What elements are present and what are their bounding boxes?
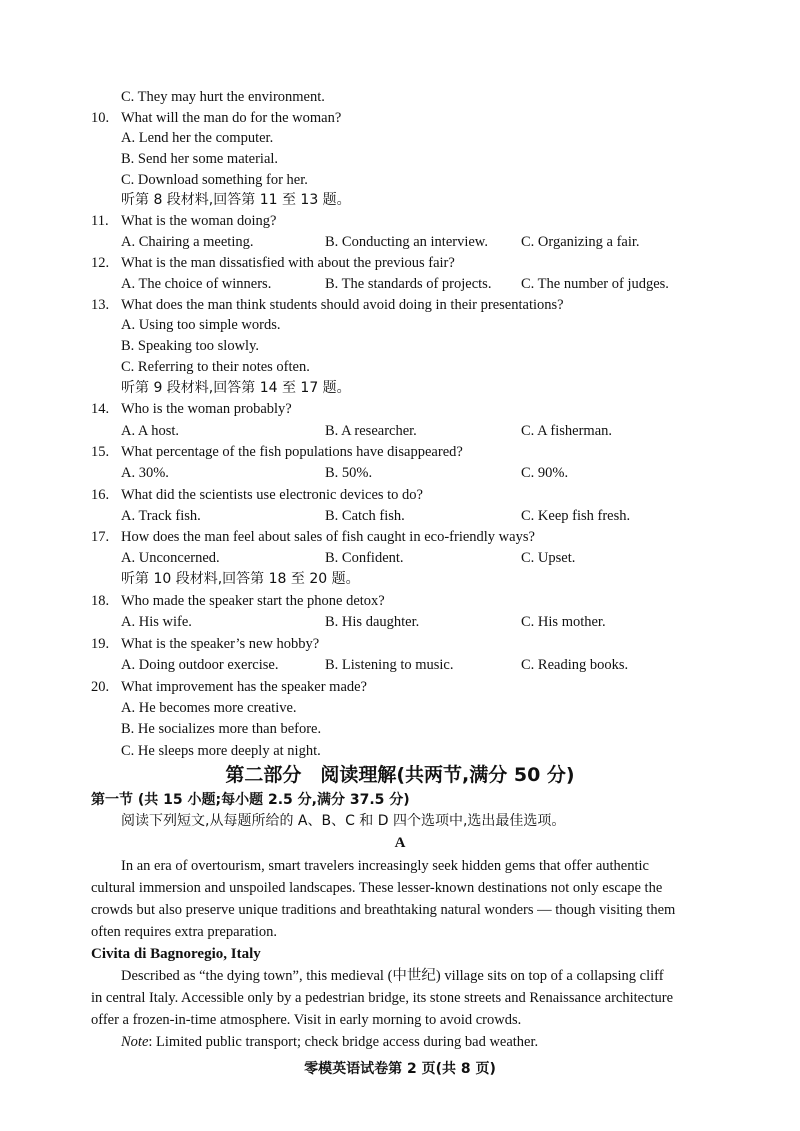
intro-line-3: crowds but also preserve unique traditions and breathtaking natural wonders — though visiting them: [91, 902, 676, 918]
q20-number: 20.: [91, 679, 110, 695]
q13-option-c: C. Referring to their notes often.: [121, 359, 310, 375]
q17-option-c: C. Upset.: [521, 550, 576, 566]
q10-option-b: B. Send her some material.: [121, 151, 279, 167]
q19-option-b: B. Listening to music.: [325, 657, 454, 673]
q14-option-b: B. A researcher.: [325, 423, 417, 439]
q11-text: What is the woman doing?: [121, 213, 277, 229]
q11-option-a: A. Chairing a meeting.: [121, 234, 254, 250]
q19-text: What is the speaker’s new hobby?: [121, 636, 320, 652]
intro-line-1: In an era of overtourism, smart travelers increasingly seek hidden gems that offer authentic: [121, 858, 649, 874]
q17-option-b: B. Confident.: [325, 550, 404, 566]
note-line: [121, 1032, 538, 1052]
q12-number: 12.: [91, 255, 110, 271]
q11-number: 11.: [91, 213, 109, 229]
q15-number: 15.: [91, 444, 110, 460]
q10-text: What will the man do for the woman?: [121, 110, 342, 126]
q14-text: Who is the woman probably?: [121, 401, 292, 417]
q16-number: 16.: [91, 487, 110, 503]
q20-option-c: C. He sleeps more deeply at night.: [121, 743, 321, 759]
intro-line-4: often requires extra preparation.: [91, 924, 277, 940]
q18-number: 18.: [91, 593, 110, 609]
part2-title: 第二部分 阅读理解(共两节,满分 50 分): [225, 764, 575, 786]
q14-option-a: A. A host.: [121, 423, 180, 439]
q19-number: 19.: [91, 636, 110, 652]
q20-option-b: B. He socializes more than before.: [121, 721, 322, 737]
q15-text: What percentage of the fish populations have disappeared?: [121, 444, 463, 460]
q17-text: How does the man feel about sales of fish caught in eco-friendly ways?: [121, 529, 535, 545]
q13-text: What does the man think students should avoid doing in their presentations?: [121, 297, 564, 313]
q15-option-c: C. 90%.: [521, 465, 569, 481]
q18-text: Who made the speaker start the phone detox?: [121, 593, 385, 609]
q14-option-c: C. A fisherman.: [521, 423, 613, 439]
note-text: : Limited public transport; check bridge access during bad weather.: [148, 1034, 539, 1050]
place-line-3: offer a frozen-in-time atmosphere. Visit in early morning to avoid crowds.: [91, 1012, 522, 1028]
q12-option-a: A. The choice of winners.: [121, 276, 272, 292]
q11-option-b: B. Conducting an interview.: [325, 234, 488, 250]
passage-letter: A: [394, 835, 406, 851]
q18-option-b: B. His daughter.: [325, 614, 420, 630]
q12-option-c: C. The number of judges.: [521, 276, 669, 292]
q12-option-b: B. The standards of projects.: [325, 276, 492, 292]
q16-option-c: C. Keep fish fresh.: [521, 508, 631, 524]
place-line-1: Described as “the dying town”, this medieval (中世纪) village sits on top of a collapsing cliff: [121, 968, 664, 984]
q17-number: 17.: [91, 529, 110, 545]
section1-title: 第一节 (共 15 小题;每小题 2.5 分,满分 37.5 分): [91, 792, 410, 808]
page-footer: 零模英语试卷第 2 页(共 8 页): [304, 1061, 496, 1077]
listening-hint-10: 听第 10 段材料,回答第 18 至 20 题。: [121, 571, 360, 587]
place-line-2: in central Italy. Accessible only by a pedestrian bridge, its stone streets and Renaissance architecture: [91, 990, 674, 1006]
q20-option-a: A. He becomes more creative.: [121, 700, 297, 716]
place-heading: Civita di Bagnoregio, Italy: [91, 946, 261, 962]
listening-hint-8: 听第 8 段材料,回答第 11 至 13 题。: [121, 192, 351, 208]
q19-option-a: A. Doing outdoor exercise.: [121, 657, 279, 673]
q14-number: 14.: [91, 401, 110, 417]
intro-line-2: cultural immersion and unspoiled landscapes. These lesser-known destinations not only escape the: [91, 880, 663, 896]
q15-option-b: B. 50%.: [325, 465, 373, 481]
q18-option-a: A. His wife.: [121, 614, 192, 630]
q9-option-c: C. They may hurt the environment.: [121, 89, 325, 105]
q19-option-c: C. Reading books.: [521, 657, 629, 673]
section1-instruction: 阅读下列短文,从每题所给的 A、B、C 和 D 四个选项中,选出最佳选项。: [121, 813, 566, 829]
q16-option-b: B. Catch fish.: [325, 508, 405, 524]
q10-option-a: A. Lend her the computer.: [121, 130, 274, 146]
q17-option-a: A. Unconcerned.: [121, 550, 220, 566]
q15-option-a: A. 30%.: [121, 465, 169, 481]
q13-option-b: B. Speaking too slowly.: [121, 338, 260, 354]
q10-option-c: C. Download something for her.: [121, 172, 308, 188]
q18-option-c: C. His mother.: [521, 614, 606, 630]
q13-number: 13.: [91, 297, 110, 313]
q10-number: 10.: [91, 110, 110, 126]
q12-text: What is the man dissatisfied with about the previous fair?: [121, 255, 455, 271]
q13-option-a: A. Using too simple words.: [121, 317, 281, 333]
q11-option-c: C. Organizing a fair.: [521, 234, 640, 250]
note-label: Note: [121, 1034, 149, 1050]
q16-option-a: A. Track fish.: [121, 508, 201, 524]
q16-text: What did the scientists use electronic devices to do?: [121, 487, 423, 503]
q20-text: What improvement has the speaker made?: [121, 679, 367, 695]
listening-hint-9: 听第 9 段材料,回答第 14 至 17 题。: [121, 380, 351, 396]
